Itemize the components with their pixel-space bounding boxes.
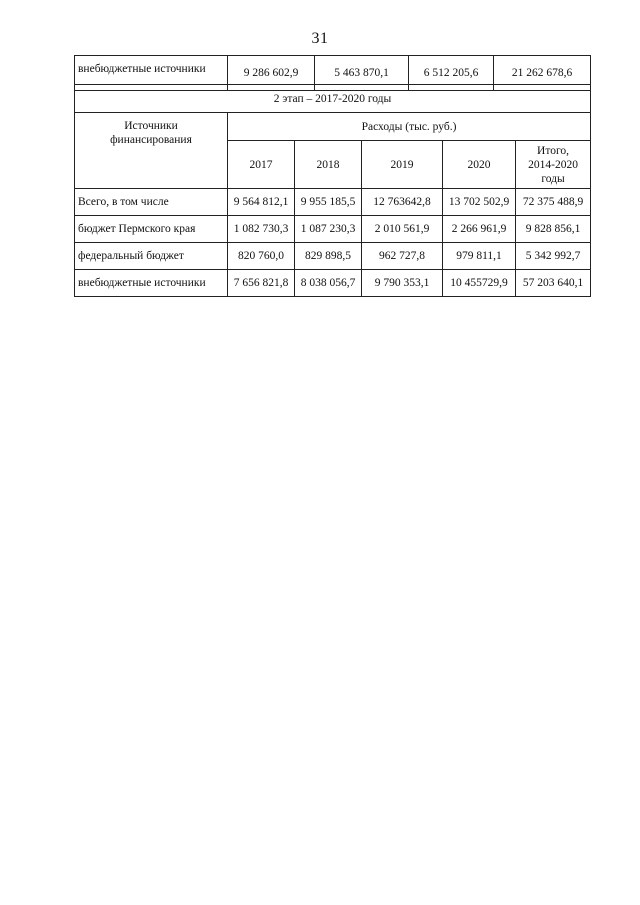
table-cell: 6 512 205,6 — [409, 56, 494, 91]
expenses-header: Расходы (тыс. руб.) — [228, 113, 591, 141]
table-cell: 8 038 056,7 — [295, 270, 362, 297]
table-cell: 2 266 961,9 — [443, 216, 516, 243]
total-header-line2: 2014-2020 — [528, 158, 578, 171]
table-cell: 829 898,5 — [295, 243, 362, 270]
header-row — [75, 113, 591, 141]
table-cell: 9 828 856,1 — [516, 216, 591, 243]
sources-header-line1: Источники — [124, 120, 178, 132]
total-header — [516, 141, 591, 189]
table-cell: 9 790 353,1 — [362, 270, 443, 297]
stage2-table — [74, 84, 591, 297]
sources-header — [75, 113, 228, 189]
table-cell: 820 760,0 — [228, 243, 295, 270]
table-cell: 2 010 561,9 — [362, 216, 443, 243]
table-cell: 5 463 870,1 — [315, 56, 409, 91]
table-cell: 12 763642,8 — [362, 189, 443, 216]
table-cell: 7 656 821,8 — [228, 270, 295, 297]
table-row — [75, 216, 591, 243]
page-number: 31 — [311, 30, 329, 47]
table-cell: 9 955 185,5 — [295, 189, 362, 216]
year-header: 2017 — [228, 141, 295, 189]
table-row — [75, 243, 591, 270]
table-cell: 9 564 812,1 — [228, 189, 295, 216]
row-label: внебюджетные источники — [75, 270, 228, 297]
table-cell: 5 342 992,7 — [516, 243, 591, 270]
table-cell: 10 455729,9 — [443, 270, 516, 297]
stage-row — [75, 85, 591, 113]
table-cell: 1 082 730,3 — [228, 216, 295, 243]
row-label: бюджет Пермского края — [75, 216, 228, 243]
row-label: федеральный бюджет — [75, 243, 228, 270]
table-cell: 979 811,1 — [443, 243, 516, 270]
total-header-line1: Итого, — [537, 144, 570, 157]
year-header: 2018 — [295, 141, 362, 189]
table-row — [75, 189, 591, 216]
table-cell: 57 203 640,1 — [516, 270, 591, 297]
table-row — [75, 270, 591, 297]
stage-title: 2 этап – 2017-2020 годы — [75, 85, 591, 113]
table-cell: 13 702 502,9 — [443, 189, 516, 216]
table-cell: 21 262 678,6 — [494, 56, 591, 91]
total-header-line3: годы — [541, 172, 565, 185]
row-label: внебюджетные источники — [75, 56, 228, 91]
row-label: Всего, в том числе — [75, 189, 228, 216]
table-cell: 1 087 230,3 — [295, 216, 362, 243]
table-cell: 962 727,8 — [362, 243, 443, 270]
year-header: 2019 — [362, 141, 443, 189]
table-cell: 9 286 602,9 — [228, 56, 315, 91]
table-cell: 72 375 488,9 — [516, 189, 591, 216]
sources-header-line2: финансирования — [110, 134, 192, 146]
year-header: 2020 — [443, 141, 516, 189]
